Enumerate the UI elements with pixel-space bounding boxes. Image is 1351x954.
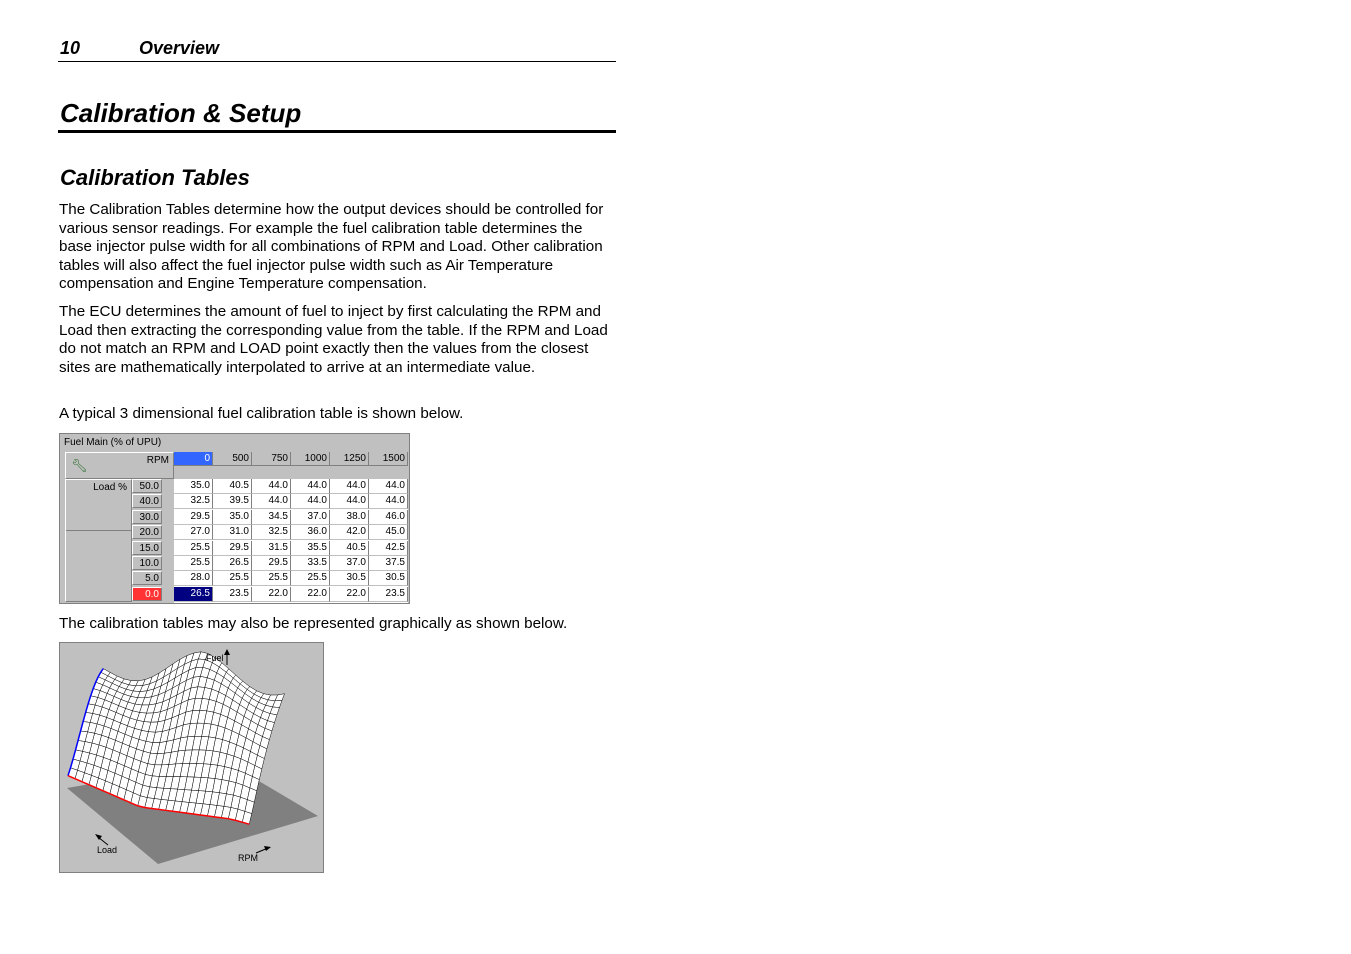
paragraph-table-caption: A typical 3 dimensional fuel calibration table is shown below. — [59, 405, 464, 422]
table-cell[interactable]: 30.5 — [330, 571, 369, 586]
rpm-column-header[interactable]: 1500 — [369, 452, 408, 466]
table-cell[interactable]: 38.0 — [330, 510, 369, 525]
row-label-panel — [65, 479, 132, 602]
table-cell[interactable]: 39.5 — [213, 494, 252, 509]
table-cell[interactable]: 44.0 — [369, 479, 408, 494]
load-row-header[interactable]: 10.0 — [132, 556, 162, 570]
rpm-column-header[interactable]: 1000 — [291, 452, 330, 466]
table-cell[interactable]: 44.0 — [330, 494, 369, 509]
header-gap — [174, 466, 407, 479]
rpm-column-header[interactable]: 750 — [252, 452, 291, 466]
table-cell[interactable]: 23.5 — [369, 587, 408, 602]
load-row-header[interactable]: 30.0 — [132, 510, 162, 524]
rpm-axis-label: RPM — [146, 455, 169, 466]
page-header — [58, 37, 616, 62]
table-cell[interactable]: 29.5 — [174, 510, 213, 525]
table-cell[interactable]: 25.5 — [174, 556, 213, 571]
table-cell[interactable]: 37.0 — [330, 556, 369, 571]
table-cell[interactable]: 31.0 — [213, 525, 252, 540]
table-cell[interactable]: 44.0 — [252, 479, 291, 494]
table-cell[interactable]: 44.0 — [291, 494, 330, 509]
table-cell[interactable]: 34.5 — [252, 510, 291, 525]
table-cells — [174, 479, 408, 603]
table-cell[interactable]: 44.0 — [330, 479, 369, 494]
fuel-surface-graph — [59, 642, 324, 873]
table-cell[interactable]: 27.0 — [174, 525, 213, 540]
table-cell[interactable]: 33.5 — [291, 556, 330, 571]
wrench-icon[interactable]: 🔧︎ — [71, 458, 88, 473]
table-cell[interactable]: 25.5 — [213, 571, 252, 586]
table-cell[interactable]: 44.0 — [252, 494, 291, 509]
rpm-column-header[interactable]: 1250 — [330, 452, 369, 466]
table-cell[interactable]: 32.5 — [252, 525, 291, 540]
table-corner — [65, 452, 174, 479]
rpm-column-header[interactable]: 500 — [213, 452, 252, 466]
table-cell[interactable]: 22.0 — [252, 587, 291, 602]
load-row-header[interactable]: 5.0 — [132, 571, 162, 585]
table-cell[interactable]: 35.5 — [291, 541, 330, 556]
table-cell[interactable]: 45.0 — [369, 525, 408, 540]
table-cell[interactable]: 23.5 — [213, 587, 252, 602]
subheading: Calibration Tables — [60, 165, 250, 190]
table-cell[interactable]: 37.0 — [291, 510, 330, 525]
table-title: Fuel Main (% of UPU) — [64, 437, 162, 448]
table-cell[interactable]: 35.0 — [213, 510, 252, 525]
load-row-header[interactable]: 0.0 — [132, 587, 162, 601]
table-cell[interactable]: 42.5 — [369, 541, 408, 556]
load-axis-label-graph: Load — [97, 845, 118, 855]
section-title: Overview — [139, 38, 220, 58]
surface-plot — [60, 643, 323, 872]
divider — [66, 530, 131, 531]
paragraph-ecu: The ECU determines the amount of fuel to inject by first calculating the RPM and Load then extracting the corresponding value from the table. If the RPM and Load do not match an RPM and LOAD point exactly then the values from the closest sites are mathematically interpolated to arrive at an intermediate value. — [59, 303, 608, 376]
table-cell[interactable]: 26.5 — [174, 587, 213, 602]
load-row-header[interactable]: 15.0 — [132, 541, 162, 555]
rpm-arrow-head — [264, 846, 271, 851]
table-cell[interactable]: 29.5 — [252, 556, 291, 571]
paragraph-intro: The Calibration Tables determine how the output devices should be controlled for various sensor readings. For example the fuel calibration table determines the base injector pulse width for all combinations of RPM and Load. Other calibration tables will also affect the fuel injector pulse width such as Air Temperature compensation and Engine Temperature compensation. — [59, 201, 604, 293]
rpm-axis-label-graph: RPM — [238, 853, 258, 863]
table-cell[interactable]: 40.5 — [213, 479, 252, 494]
table-cell[interactable]: 31.5 — [252, 541, 291, 556]
table-cell[interactable]: 26.5 — [213, 556, 252, 571]
table-cell[interactable]: 25.5 — [174, 541, 213, 556]
table-cell[interactable]: 25.5 — [252, 571, 291, 586]
page-number: 10 — [60, 38, 81, 58]
table-cell[interactable]: 46.0 — [369, 510, 408, 525]
fuel-arrow-head — [224, 649, 230, 655]
table-cell[interactable]: 25.5 — [291, 571, 330, 586]
fuel-axis-label: Fuel — [206, 653, 224, 663]
table-cell[interactable]: 42.0 — [330, 525, 369, 540]
table-cell[interactable]: 44.0 — [291, 479, 330, 494]
fuel-calibration-table — [59, 433, 410, 604]
rpm-column-header[interactable]: 0 — [174, 452, 213, 466]
table-cell[interactable]: 36.0 — [291, 525, 330, 540]
table-cell[interactable]: 37.5 — [369, 556, 408, 571]
load-row-header[interactable]: 20.0 — [132, 525, 162, 539]
table-cell[interactable]: 22.0 — [330, 587, 369, 602]
paragraph-graph-caption: The calibration tables may also be represented graphically as shown below. — [59, 615, 568, 632]
load-axis-label: Load % — [93, 482, 127, 493]
load-row-header[interactable]: 40.0 — [132, 494, 162, 508]
load-row-header[interactable]: 50.0 — [132, 479, 162, 493]
table-cell[interactable]: 40.5 — [330, 541, 369, 556]
table-cell[interactable]: 35.0 — [174, 479, 213, 494]
table-cell[interactable]: 29.5 — [213, 541, 252, 556]
page-title: Calibration & Setup — [58, 98, 616, 133]
table-cell[interactable]: 22.0 — [291, 587, 330, 602]
table-cell[interactable]: 32.5 — [174, 494, 213, 509]
table-cell[interactable]: 30.5 — [369, 571, 408, 586]
table-cell[interactable]: 44.0 — [369, 494, 408, 509]
table-cell[interactable]: 28.0 — [174, 571, 213, 586]
